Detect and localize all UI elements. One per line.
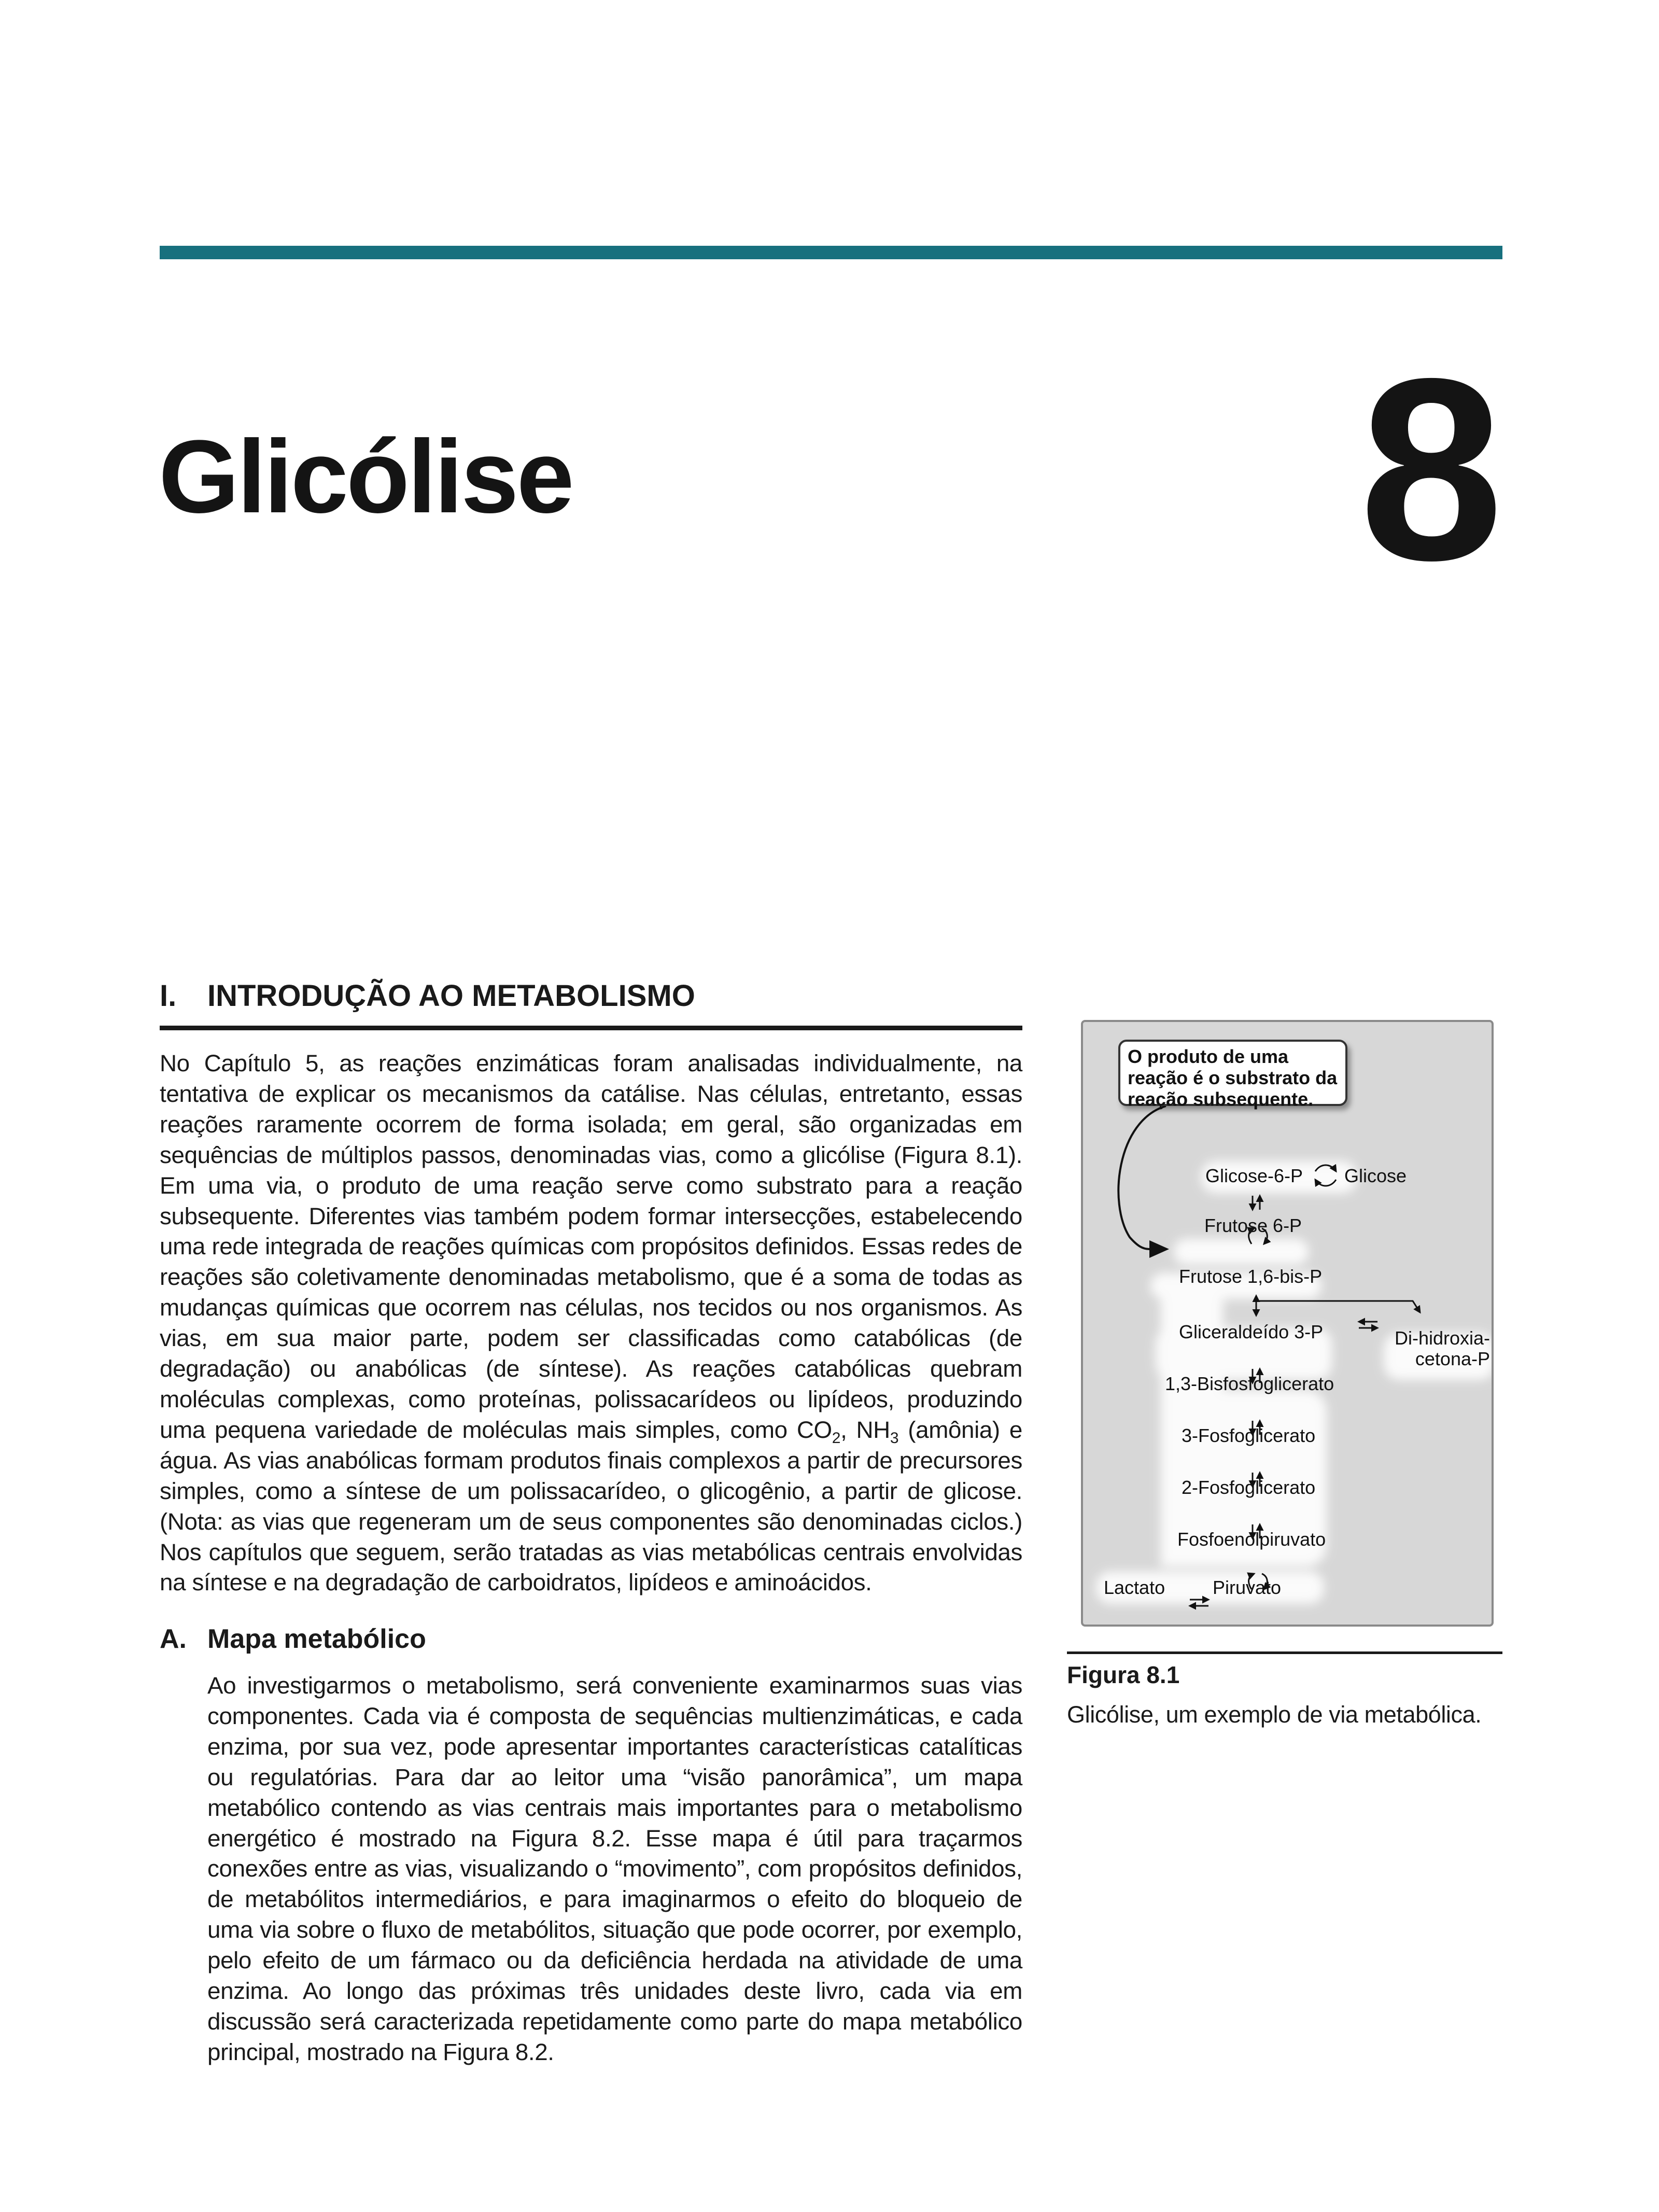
intro-text-part-1: No Capítulo 5, as reações enzimáticas foram analisadas individualmente, na tentativa de explicar os mecanismos da catálise. Nas células, entretanto, essas reações raramente ocorrem de forma isolada; em geral, são organizadas em sequências de múltiplos passos, denominadas vias, como a glicólise (Figura 8.1). Em uma via, o produto de uma reação serve como substrato para a reação subsequente. Diferentes vias também podem formar intersecções, estabelecendo uma rede integrada de reações químicas com propósitos definidos. Essas redes de reações são coletivamente denominadas metabolismo, que é a soma de todas as mudanças químicas que ocorrem nas células, nos tecidos ou nos organismos. As vias, em sua maior parte, podem ser classificadas como catabólicas (de degradação) ou anabólicas (de síntese). As reações catabólicas quebram moléculas complexas, como proteínas, polissacarídeos ou lipídeos, produzindo uma pequena variedade de moléculas mais simples, como CO bbox=[160, 1050, 1022, 1443]
co2-subscript: 2 bbox=[832, 1429, 841, 1447]
figure-caption: Glicólise, um exemplo de via metabólica. bbox=[1067, 1701, 1482, 1728]
metabolite-lactate: Lactato bbox=[1104, 1577, 1165, 1598]
metabolite-fructose-1-6-bis-p: Frutose 1,6-bis-P bbox=[1179, 1266, 1323, 1287]
subsection-heading bbox=[160, 1626, 426, 1653]
section-heading bbox=[160, 981, 1022, 1030]
callout-pointer-arrow bbox=[1118, 1106, 1166, 1249]
intro-text-part-3: (amônia) e água. As vias anabólicas formam produtos finais complexos a partir de precursores simples, como a síntese de um polissacarídeo, o glicogênio, a partir de glicose. (Nota: as vias que regeneram um de seus componentes são denominadas ciclos.) Nos capítulos que seguem, serão tratadas as vias metabólicas centrais envolvidas na síntese e na degradação de carboidratos, lipídeos e aminoácidos. bbox=[160, 1416, 1022, 1596]
metabolite-1-3-bisphosphoglycerate: 1,3-Bisfosfoglicerato bbox=[1165, 1373, 1334, 1394]
chapter-number: 8 bbox=[1359, 324, 1503, 614]
nh3-subscript: 3 bbox=[890, 1429, 899, 1447]
metabolite-phosphoenolpyruvate: Fosfoenolpiruvato bbox=[1177, 1529, 1326, 1550]
metabolite-2-phosphoglycerate: 2-Fosfoglicerato bbox=[1182, 1477, 1316, 1498]
metabolite-glyceraldehyde-3-p: Gliceraldeído 3-P bbox=[1179, 1321, 1324, 1342]
intro-text-part-2: , NH bbox=[840, 1416, 890, 1443]
metabolite-glucose-6-p: Glicose-6-P bbox=[1205, 1165, 1303, 1186]
figure-label: Figura 8.1 bbox=[1067, 1661, 1180, 1688]
section-title: INTRODUÇÃO AO METABOLISMO bbox=[207, 979, 695, 1013]
metabolite-3-phosphoglycerate: 3-Fosfoglicerato bbox=[1182, 1425, 1316, 1446]
callout-note: O produto de uma reação é o substrato da reação subsequente. bbox=[1118, 1040, 1347, 1106]
glycolysis-figure bbox=[1081, 1020, 1494, 1627]
chapter-top-rule bbox=[160, 246, 1502, 259]
section-number: I. bbox=[160, 979, 177, 1013]
metabolite-pyruvate: Piruvato bbox=[1213, 1577, 1282, 1598]
metabolite-dihydroxyacetone-p: Di-hidroxia-cetona-P bbox=[1394, 1327, 1490, 1369]
metabolite-fructose-6-p: Frutose 6-P bbox=[1204, 1215, 1302, 1236]
intro-paragraph bbox=[160, 1048, 1022, 1598]
chapter-title: Glicólise bbox=[159, 419, 572, 535]
figure-caption-rule bbox=[1067, 1651, 1502, 1654]
metabolite-glucose: Glicose bbox=[1344, 1165, 1407, 1186]
subsection-letter: A. bbox=[160, 1624, 187, 1654]
metabolic-map-paragraph: Ao investigarmos o metabolismo, será conveniente examinarmos suas vias componentes. Cada via é composta de sequências multienzimáticas, e cada enzima, por sua vez, pode apresentar importantes características catalíticas ou regulatórias. Para dar ao leitor uma “visão panorâmica”, um mapa metabólico contendo as vias centrais mais importantes para o metabolismo energético é mostrado na Figura 8.2. Esse mapa é útil para traçarmos conexões entre as vias, visualizando o “movimento”, com propósitos definidos, de metabólitos intermediários, e para imaginarmos o efeito do bloqueio de uma via sobre o fluxo de metabólitos, situação que pode ocorrer, por exemplo, pelo efeito de um fármaco ou da deficiência herdada na atividade de uma enzima. Ao longo das próximas três unidades deste livro, cada via em discussão será caracterizada repetidamente como parte do mapa metabólico principal, mostrado na Figura 8.2. bbox=[207, 1672, 1022, 2065]
subsection-title: Mapa metabólico bbox=[207, 1624, 426, 1654]
callout-arrowhead-icon bbox=[1149, 1240, 1169, 1258]
